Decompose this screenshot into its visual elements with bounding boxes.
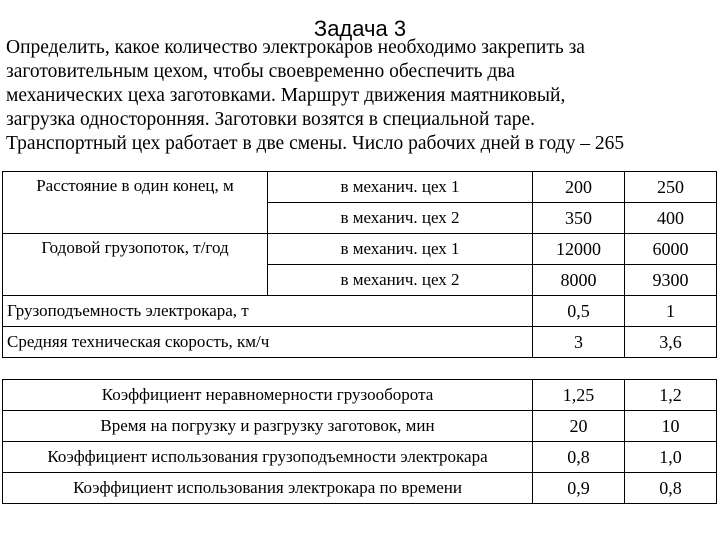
table-row xyxy=(3,327,717,358)
table-row xyxy=(3,473,717,504)
speed-label: Средняя техническая скорость, км/ч xyxy=(3,327,533,358)
row-value-2: 10 xyxy=(625,411,717,442)
flow-shop2-v2: 9300 xyxy=(625,265,717,296)
row-label: Время на погрузку и разгрузку заготовок, мин xyxy=(3,411,533,442)
shop2-label: в механич. цех 2 xyxy=(268,265,533,296)
description-line: загрузка односторонняя. Заготовки возятся в специальной таре. xyxy=(6,109,536,130)
table-row xyxy=(3,296,717,327)
table-row xyxy=(3,442,717,473)
speed-v1: 3 xyxy=(533,327,625,358)
parameters-table xyxy=(2,171,717,358)
distance-shop2-v2: 400 xyxy=(625,203,717,234)
table-row xyxy=(3,411,717,442)
description-line: механических цеха заготовками. Маршрут движения маятниковый, xyxy=(6,85,566,106)
flow-shop1-v1: 12000 xyxy=(533,234,625,265)
capacity-v2: 1 xyxy=(625,296,717,327)
capacity-v1: 0,5 xyxy=(533,296,625,327)
row-value-1: 1,25 xyxy=(533,380,625,411)
row-value-1: 20 xyxy=(533,411,625,442)
task-title: Задача 3 xyxy=(313,16,407,41)
capacity-label: Грузоподъемность электрокара, т xyxy=(3,296,533,327)
shop1-label: в механич. цех 1 xyxy=(268,234,533,265)
flow-label: Годовой грузопоток, т/год xyxy=(3,234,268,296)
coefficients-table xyxy=(2,379,717,504)
description-line: Транспортный цех работает в две смены. Число рабочих дней в году – 265 xyxy=(6,133,625,154)
distance-shop1-v2: 250 xyxy=(625,172,717,203)
flow-shop2-v1: 8000 xyxy=(533,265,625,296)
table-row xyxy=(3,380,717,411)
task-description xyxy=(6,36,718,156)
row-value-1: 0,9 xyxy=(533,473,625,504)
flow-shop1-v2: 6000 xyxy=(625,234,717,265)
row-label: Коэффициент использования грузоподъемности электрокара xyxy=(3,442,533,473)
distance-shop2-v1: 350 xyxy=(533,203,625,234)
distance-shop1-v1: 200 xyxy=(533,172,625,203)
description-line: Определить, какое количество электрокаров необходимо закрепить за xyxy=(6,37,585,58)
row-value-1: 0,8 xyxy=(533,442,625,473)
row-label: Коэффициент неравномерности грузооборота xyxy=(3,380,533,411)
distance-label: Расстояние в один конец, м xyxy=(3,172,268,234)
row-value-2: 1,2 xyxy=(625,380,717,411)
description-line: заготовительным цехом, чтобы своевременно обеспечить два xyxy=(6,61,515,82)
table-row xyxy=(3,172,717,203)
row-value-2: 1,0 xyxy=(625,442,717,473)
row-label: Коэффициент использования электрокара по времени xyxy=(3,473,533,504)
shop1-label: в механич. цех 1 xyxy=(268,172,533,203)
row-value-2: 0,8 xyxy=(625,473,717,504)
table-row xyxy=(3,234,717,265)
shop2-label: в механич. цех 2 xyxy=(268,203,533,234)
speed-v2: 3,6 xyxy=(625,327,717,358)
